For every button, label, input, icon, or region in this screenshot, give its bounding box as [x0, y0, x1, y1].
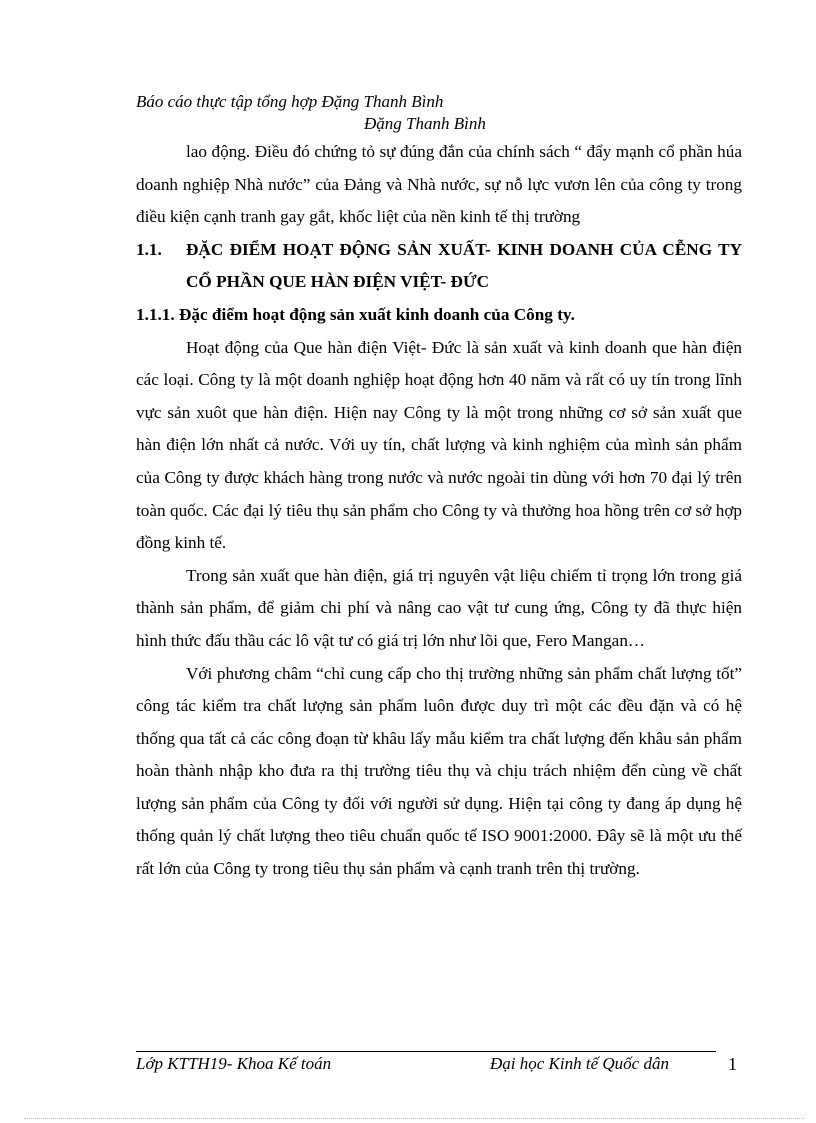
intro-paragraph: lao động. Điều đó chứng tỏ sự đúng đắn của chính sách “ đẩy mạnh cổ phần húa doanh nghiệp Nhà nước” của Đảng và Nhà nước, sự nỗ lực vươn lên của công ty trong điều kiện cạnh tranh gay gắt, khốc liệt của nền kinh tế thị trường: [136, 142, 742, 227]
footer-divider: [136, 1051, 716, 1052]
footer-university: Đại học Kinh tế Quốc dân: [490, 1054, 669, 1073]
section-heading: [136, 234, 742, 299]
subsection-heading: 1.1.1. Đặc điểm hoạt động sản xuất kinh doanh của Công ty.: [136, 304, 575, 324]
footer-class-info: Lớp KTTH19- Khoa Kế toán: [136, 1054, 332, 1073]
section-title: ĐẶC ĐIỂM HOẠT ĐỘNG SẢN XUẤT- KINH DOANH CỦA CỄNG TY CỔ PHẦN QUE HÀN ĐIỆN VIỆT- ĐỨC: [186, 239, 742, 292]
document-body: [136, 136, 742, 886]
section-number: 1.1.: [136, 239, 162, 259]
body-paragraph: Trong sản xuất que hàn điện, giá trị nguyên vật liệu chiếm tỉ trọng lớn trong giá thành sản phẩm, để giảm chi phí và nâng cao vật tư cung ứng, Công ty đã thực hiện hình thức đấu thầu các lô vật tư có giá trị lớn như lõi que, Fero Mangan…: [136, 565, 742, 650]
page-boundary: [24, 1118, 804, 1119]
header-title: Báo cáo thực tập tổng hợp Đặng Thanh Bình: [136, 92, 444, 111]
page-number: 1: [728, 1054, 737, 1074]
body-paragraph: Hoạt động của Que hàn điện Việt- Đức là sản xuất và kinh doanh que hàn điện các loại. Công ty là một doanh nghiệp hoạt động hơn 40 năm và rất có uy tín trong lĩnh vực sản xuôt que hàn điện. Hiện nay Công ty là một trong những cơ sở sản xuất que hàn điện lớn nhất cả nước. Với uy tín, chất lượng và kinh nghiệm của mình sản phẩm của Công ty được khách hàng trong nước và nước ngoài tin dùng với hơn 70 đại lý trên toàn quốc. Các đại lý tiêu thụ sản phẩm cho Công ty và thưởng hoa hồng trên cơ sở hợp đồng kinh tế.: [136, 337, 742, 553]
body-paragraph: Với phương châm “chỉ cung cấp cho thị trường những sản phẩm chất lượng tốt” công tác kiểm tra chất lượng sản phẩm luôn được duy trì một các đều đặn và có hệ thống qua tất cả các công đoạn từ khâu lấy mẫu kiểm tra chất lượng đến khâu sản phẩm hoàn thành nhập kho đưa ra thị trường tiêu thụ và chịu trách nhiệm đến cùng về chất lượng sản phẩm của Công ty đối với người sử dụng. Hiện tại công ty đang áp dụng hệ thống quản lý chất lượng theo tiêu chuẩn quốc tế ISO 9001:2000. Đây sẽ là một ưu thế rất lớn của Công ty trong tiêu thụ sản phẩm và cạnh tranh trên thị trường.: [136, 663, 742, 879]
header-author: Đặng Thanh Bình: [364, 114, 486, 133]
